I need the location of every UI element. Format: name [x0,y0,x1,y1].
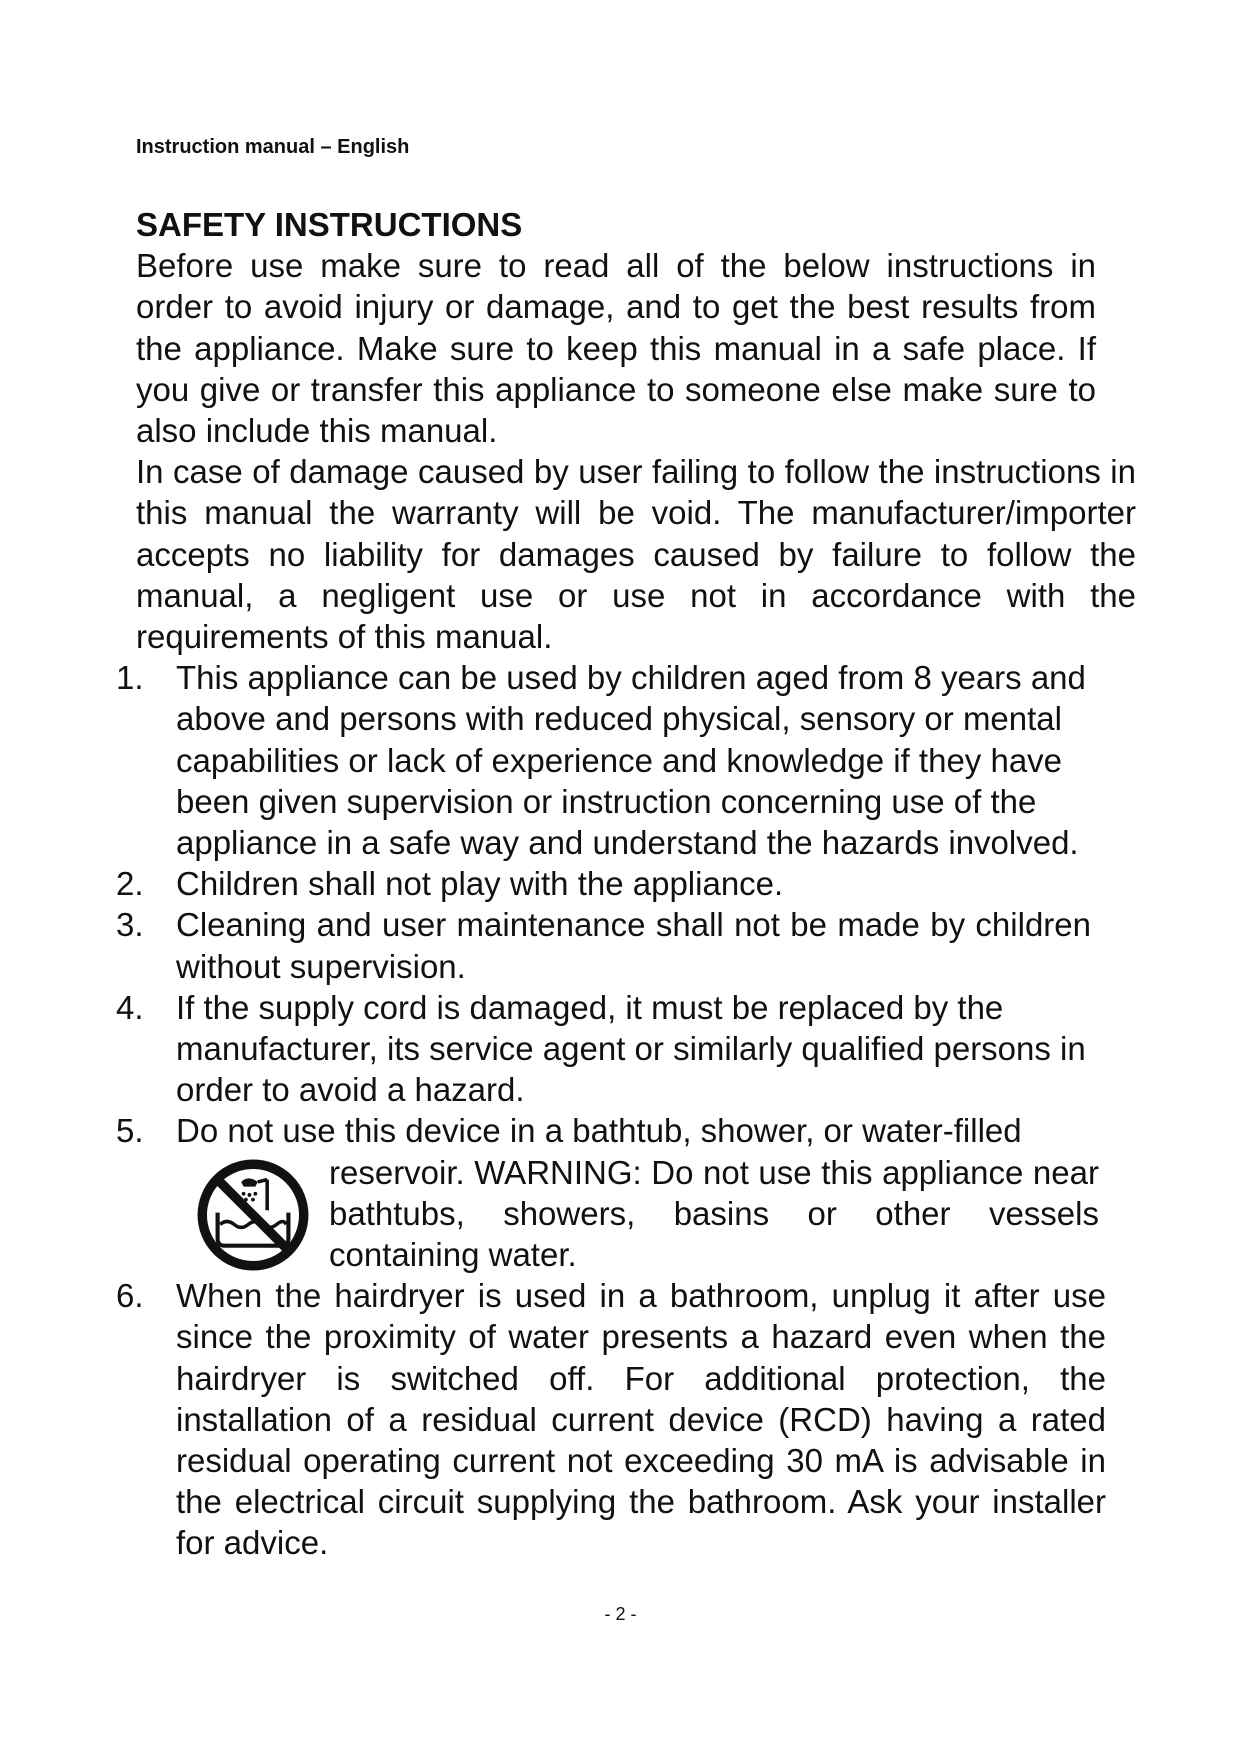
list-number: 6. [116,1277,144,1315]
list-item-text: When the hairdryer is used in a bathroom, unplug it after use since the proximity of water presents a hazard even when the hairdryer is switched off. For additional protection, the installation of a residual current device (RCD) having a rated residual operating current not exceeding 30 mA is advisable in the electrical circuit supplying the bathroom. Ask your installer for advice. [176,1277,1106,1562]
list-number: 4. [116,988,144,1026]
list-item-3 [116,904,1156,986]
list-item-5 [116,1110,1156,1275]
safety-list [116,657,1136,1563]
list-item-1 [116,657,1156,863]
page-number: - 2 - [604,1604,637,1624]
running-header: Instruction manual – English [136,136,410,158]
safety-section [116,204,1136,1564]
list-item-text: Cleaning and user maintenance shall not be made by children without supervision. [176,906,1091,985]
list-item-text: Children shall not play with the appliance. [176,865,784,903]
list-number: 5. [116,1112,144,1150]
no-bathtub-icon [194,1156,312,1274]
list-item-text: Do not use this device in a bathtub, shower, or water-filled [176,1112,1022,1150]
list-number: 3. [116,906,144,944]
list-item-2 [116,863,1156,904]
warning-block [176,1152,1156,1276]
list-number: 1. [116,659,144,697]
intro-paragraph-1: Before use make sure to read all of the below instructions in order to avoid injury or damage, and to get the best results from the appliance. Make sure to keep this manual in a safe place. If you give or transfer this appliance to someone else make sure to also include this manual. [136,247,1096,450]
intro-paragraph-2: In case of damage caused by user failing to follow the instructions in this manual the warranty will be void. The manufacturer/importer accepts no liability for damages caused by failure to follow the manual, a negligent use or use not in accordance with the requirements of this manual. [136,453,1136,656]
list-number: 2. [116,865,144,903]
list-item-text: If the supply cord is damaged, it must be replaced by the manufacturer, its service agent or similarly qualified persons in order to avoid a hazard. [176,988,1086,1109]
list-item-4 [116,987,1156,1111]
warning-text: reservoir. WARNING: Do not use this appliance near bathtubs, showers, basins or other vessels containing water. [329,1153,1099,1274]
list-item-text: This appliance can be used by children aged from 8 years and above and persons with reduced physical, sensory or mental capabilities or lack of experience and knowledge if they have been given supervision or instruction concerning use of the appliance in a safe way and understand the hazards involved. [176,659,1086,862]
section-title: SAFETY INSTRUCTIONS [136,206,523,243]
list-item-6 [116,1275,1156,1563]
